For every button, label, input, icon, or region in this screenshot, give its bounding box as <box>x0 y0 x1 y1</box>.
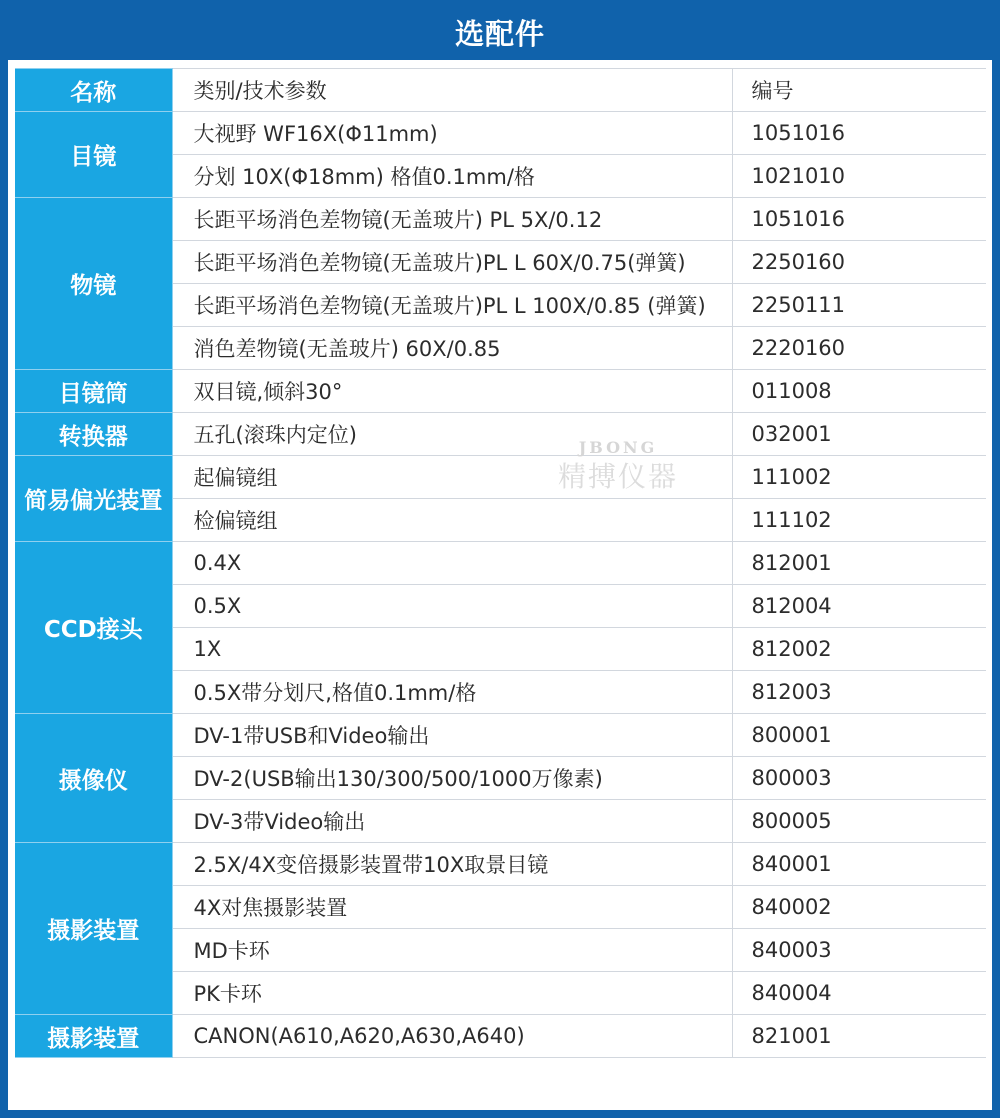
param-cell: 长距平场消色差物镜(无盖玻片) PL 5X/0.12 <box>172 198 732 241</box>
table-row <box>15 456 986 499</box>
param-cell: 消色差物镜(无盖玻片) 60X/0.85 <box>172 327 732 370</box>
category-cell: 简易偏光装置 <box>15 456 172 542</box>
code-cell: 812003 <box>732 671 986 714</box>
code-cell: 840004 <box>732 972 986 1015</box>
param-cell: 0.5X <box>172 585 732 628</box>
param-cell: MD卡环 <box>172 929 732 972</box>
code-cell: 2250160 <box>732 241 986 284</box>
code-cell: 812001 <box>732 542 986 585</box>
code-cell: 800003 <box>732 757 986 800</box>
accessory-table <box>15 68 986 1058</box>
param-cell: 1X <box>172 628 732 671</box>
page-title: 选配件 <box>454 17 545 51</box>
accessory-sheet <box>8 60 992 1110</box>
table-row <box>15 198 986 241</box>
watermark-logo: JBONG <box>578 438 658 457</box>
category-cell: 摄影装置 <box>15 843 172 1015</box>
param-cell: 双目镜,倾斜30° <box>172 370 732 413</box>
code-cell: 2220160 <box>732 327 986 370</box>
code-cell: 111002 <box>732 456 986 499</box>
code-cell: 812004 <box>732 585 986 628</box>
header-name: 名称 <box>15 69 172 112</box>
category-cell: CCD接头 <box>15 542 172 714</box>
param-cell: 分划 10X(Φ18mm) 格值0.1mm/格 <box>172 155 732 198</box>
code-cell: 812002 <box>732 628 986 671</box>
table-row <box>15 112 986 155</box>
code-cell: 011008 <box>732 370 986 413</box>
category-cell: 转换器 <box>15 413 172 456</box>
table-row <box>15 542 986 585</box>
accessory-table-body <box>15 69 986 1058</box>
category-cell: 物镜 <box>15 198 172 370</box>
param-cell: 大视野 WF16X(Φ11mm) <box>172 112 732 155</box>
header-param: 类别/技术参数 <box>172 69 732 112</box>
code-cell: 800005 <box>732 800 986 843</box>
param-cell: 长距平场消色差物镜(无盖玻片)PL L 60X/0.75(弹簧) <box>172 241 732 284</box>
code-cell: 800001 <box>732 714 986 757</box>
param-cell: PK卡环 <box>172 972 732 1015</box>
table-row <box>15 370 986 413</box>
code-cell: 111102 <box>732 499 986 542</box>
code-cell: 840001 <box>732 843 986 886</box>
param-cell: 2.5X/4X变倍摄影装置带10X取景目镜 <box>172 843 732 886</box>
param-cell: CANON(A610,A620,A630,A640) <box>172 1015 732 1058</box>
param-cell: 0.4X <box>172 542 732 585</box>
watermark-name: 精搏仪器 <box>557 460 678 493</box>
param-cell: 起偏镜组 <box>172 456 732 499</box>
table-row <box>15 1015 986 1058</box>
code-cell: 840002 <box>732 886 986 929</box>
param-cell: 检偏镜组 <box>172 499 732 542</box>
header-code: 编号 <box>732 69 986 112</box>
param-cell: DV-2(USB输出130/300/500/1000万像素) <box>172 757 732 800</box>
table-row <box>15 714 986 757</box>
category-cell: 摄影装置 <box>15 1015 172 1058</box>
code-cell: 2250111 <box>732 284 986 327</box>
param-cell: DV-1带USB和Video输出 <box>172 714 732 757</box>
table-header-row <box>15 69 986 112</box>
code-cell: 1051016 <box>732 198 986 241</box>
table-row <box>15 843 986 886</box>
code-cell: 032001 <box>732 413 986 456</box>
param-cell: 五孔(滚珠内定位) <box>172 413 732 456</box>
param-cell: 长距平场消色差物镜(无盖玻片)PL L 100X/0.85 (弹簧) <box>172 284 732 327</box>
table-row <box>15 413 986 456</box>
param-cell: 4X对焦摄影装置 <box>172 886 732 929</box>
param-cell: 0.5X带分划尺,格值0.1mm/格 <box>172 671 732 714</box>
code-cell: 821001 <box>732 1015 986 1058</box>
category-cell: 摄像仪 <box>15 714 172 843</box>
code-cell: 1051016 <box>732 112 986 155</box>
param-cell: DV-3带Video输出 <box>172 800 732 843</box>
category-cell: 目镜 <box>15 112 172 198</box>
code-cell: 840003 <box>732 929 986 972</box>
code-cell: 1021010 <box>732 155 986 198</box>
category-cell: 目镜筒 <box>15 370 172 413</box>
